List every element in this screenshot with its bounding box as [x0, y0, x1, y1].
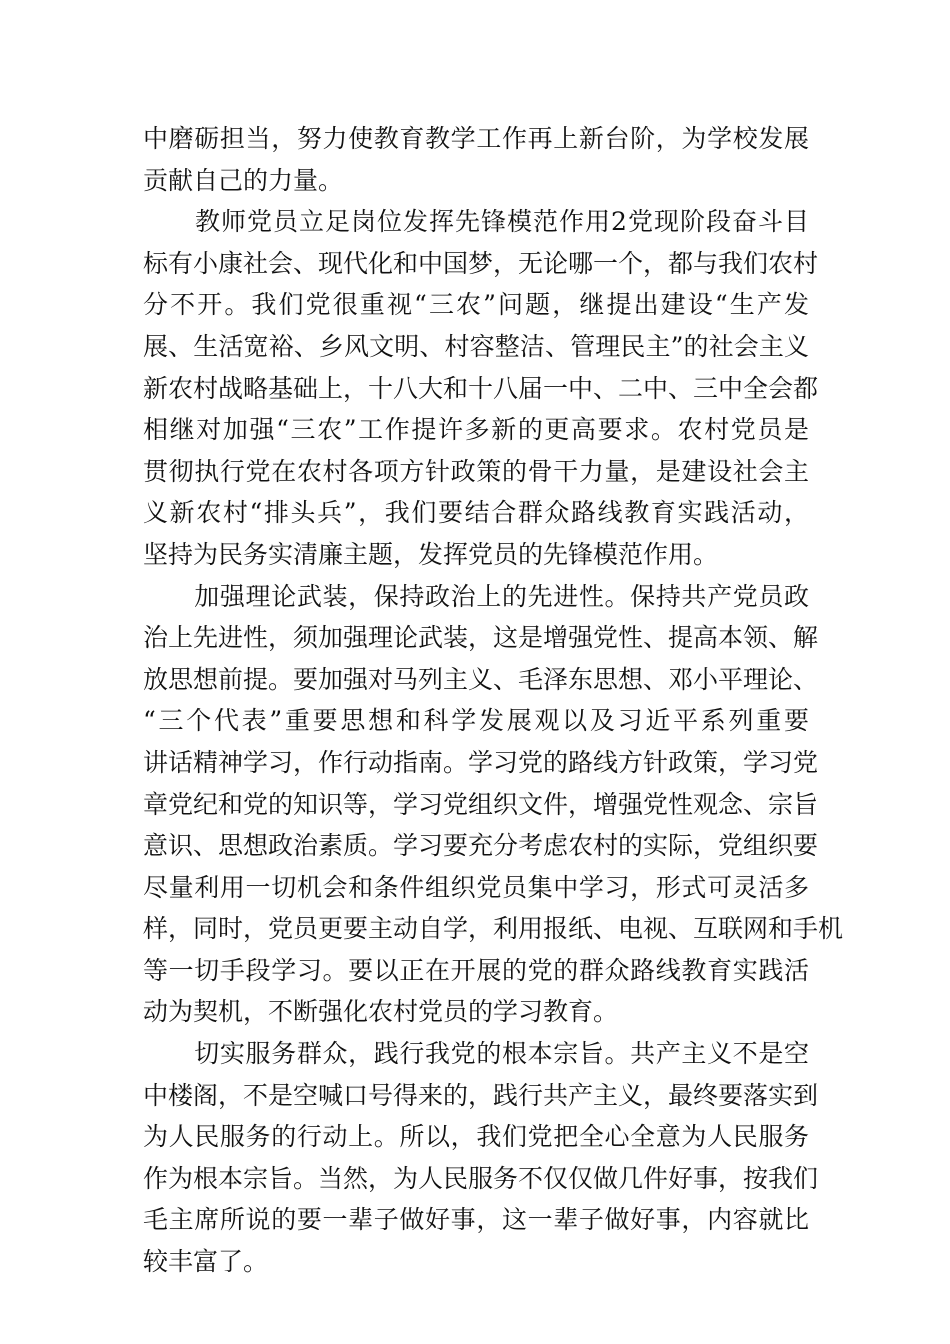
text-line: 章党纪和党的知识等，学习党组织文件，增强党性观念、宗旨	[143, 789, 819, 819]
text-line: 坚持为民务实清廉主题，发挥党员的先锋模范作用。	[143, 539, 719, 569]
text-line: “三个代表”重要思想和科学发展观以及习近平系列重要	[143, 706, 809, 736]
paragraph-1	[143, 118, 809, 201]
text-line: 贯彻执行党在农村各项方针政策的骨干力量，是建设社会主	[143, 456, 809, 486]
paragraph-3	[143, 576, 844, 1034]
text-line: 讲话精神学习，作行动指南。学习党的路线方针政策，学习党	[143, 747, 819, 777]
text-line: 尽量利用一切机会和条件组织党员集中学习，形式可灵活多	[143, 872, 809, 902]
text-line: 中楼阁，不是空喊口号得来的，践行共产主义，最终要落实到	[143, 1080, 819, 1110]
text-line: 加强理论武装，保持政治上的先进性。保持共产党员政	[143, 581, 809, 611]
paragraph-2	[143, 201, 819, 575]
text-line: 相继对加强“三农”工作提许多新的更高要求。农村党员是	[143, 415, 809, 445]
text-line: 中磨砺担当，努力使教育教学工作再上新台阶，为学校发展	[143, 124, 809, 153]
paragraph-4	[143, 1033, 819, 1283]
text-line: 切实服务群众，践行我党的根本宗旨。共产主义不是空	[143, 1039, 809, 1069]
text-line: 样，同时，党员更要主动自学，利用报纸、电视、互联网和手机	[143, 914, 844, 944]
text-line: 分不开。我们党很重视“三农”问题，继提出建设“生产发	[143, 290, 809, 320]
text-line: 教师党员立足岗位发挥先锋模范作用2党现阶段奋斗目	[143, 207, 809, 237]
text-line: 标有小康社会、现代化和中国梦，无论哪一个，都与我们农村	[143, 248, 819, 278]
text-line: 等一切手段学习。要以正在开展的党的群众路线教育实践活	[143, 955, 809, 985]
text-line: 义新农村“排头兵”，我们要结合群众路线教育实践活动，	[143, 498, 809, 528]
body-text	[143, 118, 844, 1283]
text-line: 治上先进性，须加强理论武装，这是增强党性、提高本领、解	[143, 623, 819, 653]
text-line: 作为根本宗旨。当然，为人民服务不仅仅做几件好事，按我们	[143, 1163, 819, 1193]
text-line: 新农村战略基础上，十八大和十八届一中、二中、三中全会都	[143, 373, 819, 403]
text-line: 展、生活宽裕、乡风文明、村容整洁、管理民主”的社会主义	[143, 331, 809, 361]
text-line: 为人民服务的行动上。所以，我们党把全心全意为人民服务	[143, 1122, 809, 1152]
text-line: 动为契机，不断强化农村党员的学习教育。	[143, 997, 619, 1027]
text-line: 放思想前提。要加强对马列主义、毛泽东思想、邓小平理论、	[143, 664, 819, 694]
text-line: 贡献自己的力量。	[143, 165, 344, 195]
text-line: 意识、思想政治素质。学习要充分考虑农村的实际，党组织要	[143, 831, 819, 861]
text-line: 较丰富了。	[143, 1247, 269, 1277]
text-line: 毛主席所说的要一辈子做好事，这一辈子做好事，内容就比	[143, 1205, 809, 1235]
